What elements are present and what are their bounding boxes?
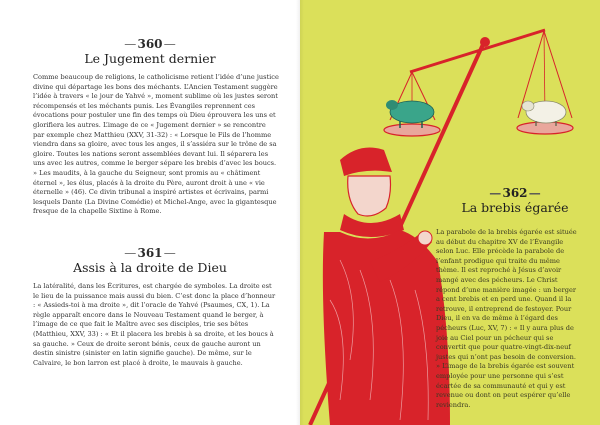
section-number: 362 <box>502 186 528 200</box>
face <box>348 176 391 216</box>
shepherd-figure <box>323 148 450 425</box>
section-361-body: La latéralité, dans les Écritures, est chargée de symboles. La droite est le lieu de la puissance mais aussi du bien. C’est donc la place d’honneur : « Assieds-toi à ma droite », dit l’oracle de Yahvé (Psaumes, CX, 1). La règle apparaît encore dans le Nouveau Testament quand le berger, à l’image de ce que fait le Maître avec ses disciples, trie ses bêtes (Matthieu, XXV, 33) : « Et il placera les brebis à sa droite, et les boucs à sa gauche. » Ceux de droite seront bénis, ceux de gauche auront un destin sinistre (sinister en latin signifie gauche). De même, sur le Calvaire, le bon larron est placé à droite, le mauvais à gauche. <box>33 282 276 367</box>
section-360-title: Le Jugement dernier <box>84 51 216 66</box>
section-361-title: Assis à la droite de Dieu <box>73 260 227 275</box>
left-pan <box>384 124 440 136</box>
section-number: 360 <box>137 37 163 51</box>
hat <box>340 148 392 176</box>
section-362-body: La parabole de la brebis égarée est située au début du chapitre XV de l’Évangile selon Luc. Elle précède la parabole de l’enfant prodigue qui traite du même thème. Il est reproché à Jésus d’avoir mangé avec des pécheurs. Le Christ répond d’une manière imagée : un berger a cent brebis et en perd une. Quand il la retrouve, il entreprend de festoyer. Pour Dieu, il en va de même à l’égard des pécheurs (Luc, XV, 7) : « Il y aura plus de joie au Ciel pour un pécheur qui se convertit que pour quatre-vingt-dix-neuf justes qui n’ont pas besoin de conversion. » L’image de la brebis égarée est souvent employée pour une personne qui s’est écartée de sa communauté et qui y est revenue ou dont on peut espérer qu’elle reviendra. <box>436 228 577 409</box>
section-360-number: — 360 — <box>124 37 176 51</box>
section-362-title: La brebis égarée <box>461 200 569 215</box>
scale-pivot <box>480 37 490 47</box>
right-pan <box>517 122 573 134</box>
section-360-body: Comme beaucoup de religions, le catholicisme retient l’idée d’une justice divine qui départage les bons des méchants. L’Ancien Testament suggère l’idée à travers « le jour de Yahvé », moment sublime où les justes seront récompensés et les méchants punis. Les Évangiles reprennent ces évocations pour postuler une fin des temps où Dieu éprouvera les uns et glorifiera les autres. L’image de ce « Jugement dernier » se rencontre par exemple chez Matthieu (XXV, 31-32) : « Lorsque le Fils de l’homme viendra dans sa gloire, avec tous les anges, il s’assiéra sur le trône de sa gloire. Toutes les nations seront assemblées devant lui. Il séparera les uns avec les autres, comme le berger sépare les brebis d’avec les boucs. » Les maudits, à la gauche du Seigneur, sont promis au « châtiment éternel », les élus, placés à la droite du Père, auront droit à une « vie éternelle » (46). Ce divin tribunal a inspiré artistes et écrivains, parmi lesquels Dante (La Divine Comédie) et Michel-Ange, avec la gigantesque fresque de la chapelle Sixtine à Rome. <box>33 73 279 216</box>
section-number: 361 <box>137 246 163 260</box>
section-361-number: — 361 — <box>124 246 176 260</box>
scale-beam <box>410 30 545 72</box>
section-362-number: — 362 — <box>489 186 541 200</box>
hand <box>418 231 432 245</box>
gutter-shadow <box>296 0 304 425</box>
